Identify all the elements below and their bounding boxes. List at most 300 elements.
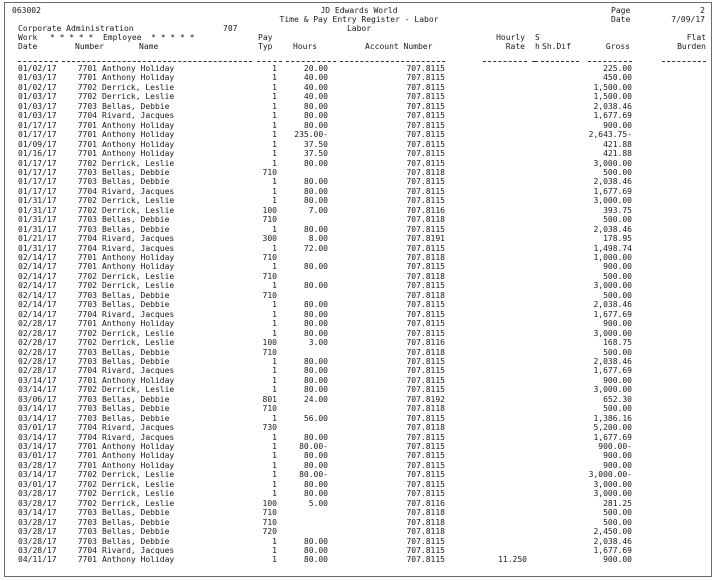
employee-number-cell: 7701 <box>77 262 97 272</box>
work-date-cell: 03/28/17 <box>18 489 57 499</box>
account-number-cell: 707.8115 <box>406 366 445 376</box>
gross-cell: 2,643.75- <box>588 130 632 140</box>
employee-number-cell: 7704 <box>77 545 97 555</box>
account-number-cell: 707.8115 <box>406 101 445 111</box>
work-date-cell: 01/17/17 <box>18 158 57 168</box>
account-number-cell: 707.8115 <box>406 460 445 470</box>
gross-cell: 1,498.74 <box>593 243 632 253</box>
employee-name-cell: Bellas, Debbie <box>102 413 170 423</box>
employee-number-cell: 7701 <box>77 73 97 83</box>
work-date-cell: 01/03/17 <box>18 111 57 121</box>
account-number-cell: 707.8116 <box>406 205 445 215</box>
work-date-cell: 01/31/17 <box>18 224 57 234</box>
work-date-cell: 02/14/17 <box>18 309 57 319</box>
employee-name-cell: Derrick, Leslie <box>102 281 175 291</box>
underline-rate <box>483 61 527 62</box>
table-row <box>5 442 713 451</box>
gross-cell: 2,038.46 <box>593 356 632 366</box>
table-row <box>5 366 713 375</box>
work-date-cell: 01/16/17 <box>18 149 57 159</box>
pay-type-cell: 710 <box>262 517 277 527</box>
header-employee-name: Name <box>139 42 159 51</box>
employee-name-cell: Rivard, Jacques <box>102 243 175 253</box>
table-row <box>5 470 713 479</box>
hours-cell: 56.00 <box>303 413 328 423</box>
employee-number-cell: 7702 <box>77 498 97 508</box>
table-row <box>5 527 713 536</box>
account-number-cell: 707.8115 <box>406 489 445 499</box>
hours-cell: 80.00 <box>303 385 328 395</box>
account-number-cell: 707.8115 <box>406 64 445 73</box>
pay-type-cell: 1 <box>272 196 277 206</box>
table-row <box>5 433 713 442</box>
work-date-cell: 02/28/17 <box>18 338 57 348</box>
table-row <box>5 130 713 139</box>
table-row <box>5 461 713 470</box>
hours-cell: 80.00 <box>303 196 328 206</box>
hours-cell: 80.00 <box>303 375 328 385</box>
work-date-cell: 03/14/17 <box>18 442 57 451</box>
gross-cell: 1,677.69 <box>593 432 632 442</box>
gross-cell: 1,386.16 <box>593 413 632 423</box>
work-date-cell: 03/28/17 <box>18 498 57 508</box>
pay-type-cell: 100 <box>262 338 277 348</box>
work-date-cell: 03/01/17 <box>18 479 57 489</box>
employee-number-cell: 7703 <box>77 290 97 300</box>
gross-cell: 500.00 <box>603 215 632 225</box>
gross-cell: 2,038.46 <box>593 101 632 111</box>
header-work-date-2: Date <box>18 42 38 51</box>
table-row <box>5 376 713 385</box>
employee-number-cell: 7702 <box>77 158 97 168</box>
hours-cell: 40.00 <box>303 82 328 92</box>
pay-type-cell: 1 <box>272 64 277 73</box>
employee-number-cell: 7703 <box>77 347 97 357</box>
hours-cell: 80.00 <box>303 281 328 291</box>
gross-cell: 2,038.46 <box>593 177 632 187</box>
gross-cell: 500.00 <box>603 404 632 414</box>
employee-number-cell: 7704 <box>77 234 97 244</box>
employee-number-cell: 7703 <box>77 215 97 225</box>
gross-cell: 900.00 <box>603 262 632 272</box>
employee-name-cell: Bellas, Debbie <box>102 347 170 357</box>
account-number-cell: 707.8118 <box>406 404 445 414</box>
work-date-cell: 03/14/17 <box>18 375 57 385</box>
work-date-cell: 01/17/17 <box>18 120 57 130</box>
employee-number-cell: 7701 <box>77 442 97 451</box>
table-row <box>5 215 713 224</box>
table-row <box>5 338 713 347</box>
header-work-date-1: Work <box>18 33 38 42</box>
account-number-cell: 707.8115 <box>406 139 445 149</box>
gross-cell: 652.30 <box>603 394 632 404</box>
pay-type-cell: 1 <box>272 186 277 196</box>
account-number-cell: 707.8118 <box>406 347 445 357</box>
work-date-cell: 02/14/17 <box>18 262 57 272</box>
account-number-cell: 707.8115 <box>406 309 445 319</box>
table-row <box>5 537 713 546</box>
table-row <box>5 508 713 517</box>
account-number-cell: 707.8115 <box>406 356 445 366</box>
employee-number-cell: 7702 <box>77 281 97 291</box>
pay-type-cell: 1 <box>272 92 277 102</box>
table-row <box>5 423 713 432</box>
underline-pay-typ <box>257 61 282 62</box>
account-number-cell: 707.8115 <box>406 385 445 395</box>
table-row <box>5 149 713 158</box>
hours-cell: 24.00 <box>303 394 328 404</box>
gross-cell: 2,038.46 <box>593 300 632 310</box>
hours-cell: 80.00 <box>303 158 328 168</box>
work-date-cell: 01/31/17 <box>18 243 57 253</box>
pay-type-cell: 720 <box>262 527 277 537</box>
work-date-cell: 03/28/17 <box>18 536 57 546</box>
account-number-cell: 707.8191 <box>406 234 445 244</box>
pay-type-cell: 710 <box>262 347 277 357</box>
header-pay-typ-2: Typ <box>258 42 273 51</box>
account-number-cell: 707.8115 <box>406 545 445 555</box>
employee-number-cell: 7704 <box>77 432 97 442</box>
page-label: Page <box>611 6 631 15</box>
table-row <box>5 300 713 309</box>
work-date-cell: 03/14/17 <box>18 385 57 395</box>
pay-type-cell: 710 <box>262 508 277 518</box>
gross-cell: 1,677.69 <box>593 309 632 319</box>
employee-name-cell: Anthony Holiday <box>102 139 175 149</box>
work-date-cell: 01/02/17 <box>18 82 57 92</box>
table-row <box>5 244 713 253</box>
gross-cell: 1,500.00 <box>593 92 632 102</box>
table-row <box>5 64 713 73</box>
employee-number-cell: 7704 <box>77 186 97 196</box>
header-account-number: Account Number <box>365 42 433 51</box>
work-date-cell: 01/31/17 <box>18 205 57 215</box>
underline-burden <box>662 61 706 62</box>
work-date-cell: 03/14/17 <box>18 470 57 480</box>
account-number-cell: 707.8115 <box>406 281 445 291</box>
work-date-cell: 01/17/17 <box>18 177 57 187</box>
table-row <box>5 404 713 413</box>
pay-type-cell: 1 <box>272 385 277 395</box>
gross-cell: 168.75 <box>603 338 632 348</box>
account-number-cell: 707.8115 <box>406 130 445 140</box>
hours-cell: 235.00- <box>294 130 328 140</box>
pay-type-cell: 1 <box>272 366 277 376</box>
employee-number-cell: 7703 <box>77 394 97 404</box>
account-number-cell: 707.8115 <box>406 196 445 206</box>
table-row <box>5 111 713 120</box>
work-date-cell: 01/31/17 <box>18 215 57 225</box>
employee-name-cell: Rivard, Jacques <box>102 309 175 319</box>
hours-cell: 80.00- <box>299 470 328 480</box>
employee-number-cell: 7704 <box>77 423 97 433</box>
account-number-cell: 707.8118 <box>406 423 445 433</box>
header-pay-typ-1: Pay <box>258 33 273 42</box>
pay-type-cell: 730 <box>262 423 277 433</box>
account-number-cell: 707.8115 <box>406 375 445 385</box>
header-employee-number: Number <box>75 42 104 51</box>
hours-cell: 80.00 <box>303 555 328 565</box>
work-date-cell: 01/17/17 <box>18 167 57 177</box>
pay-type-cell: 1 <box>272 281 277 291</box>
account-number-cell: 707.8115 <box>406 92 445 102</box>
header-s-2: h <box>535 42 540 51</box>
account-number-cell: 707.8115 <box>406 120 445 130</box>
employee-name-cell: Anthony Holiday <box>102 319 175 329</box>
table-row <box>5 187 713 196</box>
employee-name-cell: Derrick, Leslie <box>102 470 175 480</box>
account-number-cell: 707.8115 <box>406 300 445 310</box>
work-date-cell: 01/02/17 <box>18 64 57 73</box>
gross-cell: 3,000.00 <box>593 158 632 168</box>
employee-name-cell: Derrick, Leslie <box>102 158 175 168</box>
gross-cell: 3,000.00 <box>593 479 632 489</box>
underline-gross <box>588 61 632 62</box>
account-number-cell: 707.8115 <box>406 470 445 480</box>
work-date-cell: 01/31/17 <box>18 196 57 206</box>
gross-cell: 500.00 <box>603 290 632 300</box>
employee-name-cell: Bellas, Debbie <box>102 404 170 414</box>
header-rate-2: Rate <box>505 42 525 51</box>
employee-name-cell: Derrick, Leslie <box>102 498 175 508</box>
header-rate-1: Hourly <box>496 33 525 42</box>
hours-cell: 8.00 <box>308 234 328 244</box>
pay-type-cell: 1 <box>272 460 277 470</box>
account-number-cell: 707.8115 <box>406 451 445 461</box>
employee-number-cell: 7701 <box>77 253 97 262</box>
table-row <box>5 102 713 111</box>
pay-type-cell: 1 <box>272 451 277 461</box>
pay-type-cell: 1 <box>272 101 277 111</box>
employee-name-cell: Derrick, Leslie <box>102 479 175 489</box>
account-number-cell: 707.8115 <box>406 555 445 565</box>
hours-cell: 80.00- <box>299 442 328 451</box>
employee-number-cell: 7703 <box>77 527 97 537</box>
pay-type-cell: 1 <box>272 111 277 121</box>
hours-cell: 80.00 <box>303 101 328 111</box>
work-date-cell: 02/28/17 <box>18 356 57 366</box>
header-s-1: S <box>535 33 540 42</box>
work-date-cell: 02/28/17 <box>18 347 57 357</box>
pay-type-cell: 1 <box>272 319 277 329</box>
pay-type-cell: 1 <box>272 73 277 83</box>
account-number-cell: 707.8115 <box>406 479 445 489</box>
pay-type-cell: 710 <box>262 253 277 262</box>
table-row <box>5 357 713 366</box>
employee-name-cell: Bellas, Debbie <box>102 300 170 310</box>
employee-name-cell: Rivard, Jacques <box>102 423 175 433</box>
employee-number-cell: 7703 <box>77 508 97 518</box>
organization-code: 707 <box>223 24 238 33</box>
table-row <box>5 518 713 527</box>
work-date-cell: 01/17/17 <box>18 186 57 196</box>
account-number-cell: 707.8115 <box>406 243 445 253</box>
work-date-cell: 01/09/17 <box>18 139 57 149</box>
pay-type-cell: 1 <box>272 432 277 442</box>
employee-number-cell: 7703 <box>77 413 97 423</box>
employee-name-cell: Derrick, Leslie <box>102 205 175 215</box>
table-row <box>5 168 713 177</box>
employee-name-cell: Bellas, Debbie <box>102 290 170 300</box>
table-row <box>5 348 713 357</box>
employee-name-cell: Anthony Holiday <box>102 451 175 461</box>
hours-cell: 80.00 <box>303 451 328 461</box>
employee-name-cell: Derrick, Leslie <box>102 489 175 499</box>
report-subtitle: Labor <box>346 24 372 33</box>
work-date-cell: 02/14/17 <box>18 281 57 291</box>
employee-name-cell: Derrick, Leslie <box>102 271 175 281</box>
account-number-cell: 707.8115 <box>406 73 445 83</box>
employee-name-cell: Anthony Holiday <box>102 262 175 272</box>
gross-cell: 2,450.00 <box>593 527 632 537</box>
hours-cell: 40.00 <box>303 92 328 102</box>
table-row <box>5 319 713 328</box>
pay-type-cell: 1 <box>272 442 277 451</box>
gross-cell: 1,677.69 <box>593 186 632 196</box>
gross-cell: 900.00 <box>603 120 632 130</box>
hours-cell: 37.50 <box>303 139 328 149</box>
pay-type-cell: 1 <box>272 489 277 499</box>
employee-number-cell: 7703 <box>77 300 97 310</box>
employee-name-cell: Bellas, Debbie <box>102 356 170 366</box>
report-title: Time & Pay Entry Register - Labor <box>279 15 439 24</box>
pay-type-cell: 1 <box>272 177 277 187</box>
pay-type-cell: 710 <box>262 404 277 414</box>
pay-type-cell: 100 <box>262 205 277 215</box>
underline-hours <box>286 61 336 62</box>
account-number-cell: 707.8115 <box>406 432 445 442</box>
account-number-cell: 707.8118 <box>406 271 445 281</box>
employee-name-cell: Anthony Holiday <box>102 460 175 470</box>
header-burden-2: Burden <box>677 42 706 51</box>
pay-type-cell: 1 <box>272 243 277 253</box>
hours-cell: 37.50 <box>303 149 328 159</box>
work-date-cell: 01/03/17 <box>18 92 57 102</box>
hours-cell: 80.00 <box>303 536 328 546</box>
gross-cell: 421.88 <box>603 139 632 149</box>
table-row <box>5 159 713 168</box>
company-name: JD Edwards World <box>320 6 398 15</box>
gross-cell: 178.95 <box>603 234 632 244</box>
gross-cell: 3,000.00 <box>593 196 632 206</box>
table-row <box>5 206 713 215</box>
work-date-cell: 01/17/17 <box>18 130 57 140</box>
hours-cell: 40.00 <box>303 73 328 83</box>
account-number-cell: 707.8115 <box>406 319 445 329</box>
table-row <box>5 414 713 423</box>
employee-number-cell: 7702 <box>77 489 97 499</box>
date-label: Date <box>611 15 631 24</box>
account-number-cell: 707.8115 <box>406 111 445 121</box>
table-row <box>5 385 713 394</box>
employee-number-cell: 7702 <box>77 385 97 395</box>
employee-name-cell: Anthony Holiday <box>102 64 175 73</box>
employee-name-cell: Rivard, Jacques <box>102 432 175 442</box>
table-row <box>5 73 713 82</box>
employee-number-cell: 7702 <box>77 338 97 348</box>
employee-number-cell: 7704 <box>77 243 97 253</box>
employee-name-cell: Anthony Holiday <box>102 149 175 159</box>
employee-name-cell: Bellas, Debbie <box>102 224 170 234</box>
table-row <box>5 480 713 489</box>
pay-type-cell: 1 <box>272 356 277 366</box>
employee-name-cell: Rivard, Jacques <box>102 545 175 555</box>
employee-name-cell: Bellas, Debbie <box>102 536 170 546</box>
table-row <box>5 291 713 300</box>
work-date-cell: 03/14/17 <box>18 508 57 518</box>
hours-cell: 80.00 <box>303 186 328 196</box>
header-gross: Gross <box>605 42 630 51</box>
pay-type-cell: 1 <box>272 413 277 423</box>
gross-cell: 900.00 <box>603 451 632 461</box>
pay-type-cell: 1 <box>272 545 277 555</box>
employee-name-cell: Anthony Holiday <box>102 555 175 565</box>
work-date-cell: 01/03/17 <box>18 73 57 83</box>
employee-name-cell: Rivard, Jacques <box>102 366 175 376</box>
gross-cell: 3,000.00 <box>593 328 632 338</box>
table-row <box>5 262 713 271</box>
gross-cell: 3,000.00 <box>593 489 632 499</box>
underline-s <box>532 61 538 62</box>
work-date-cell: 02/28/17 <box>18 328 57 338</box>
employee-number-cell: 7702 <box>77 196 97 206</box>
employee-number-cell: 7702 <box>77 479 97 489</box>
employee-name-cell: Derrick, Leslie <box>102 328 175 338</box>
account-number-cell: 707.8115 <box>406 328 445 338</box>
employee-name-cell: Anthony Holiday <box>102 73 175 83</box>
employee-number-cell: 7701 <box>77 319 97 329</box>
gross-cell: 1,500.00 <box>593 82 632 92</box>
work-date-cell: 04/11/17 <box>18 555 57 565</box>
pay-type-cell: 1 <box>272 328 277 338</box>
pay-type-cell: 1 <box>272 300 277 310</box>
employee-name-cell: Bellas, Debbie <box>102 101 170 111</box>
employee-number-cell: 7701 <box>77 130 97 140</box>
employee-number-cell: 7701 <box>77 460 97 470</box>
work-date-cell: 03/14/17 <box>18 413 57 423</box>
gross-cell: 421.88 <box>603 149 632 159</box>
pay-type-cell: 1 <box>272 120 277 130</box>
gross-cell: 225.00 <box>603 64 632 73</box>
work-date-cell: 03/06/17 <box>18 394 57 404</box>
report-page <box>4 2 712 577</box>
employee-name-cell: Anthony Holiday <box>102 120 175 130</box>
employee-number-cell: 7701 <box>77 555 97 565</box>
gross-cell: 3,000.00 <box>593 281 632 291</box>
employee-name-cell: Bellas, Debbie <box>102 394 170 404</box>
pay-type-cell: 1 <box>272 375 277 385</box>
gross-cell: 500.00 <box>603 167 632 177</box>
gross-cell: 900.00 <box>603 460 632 470</box>
hours-cell: 80.00 <box>303 262 328 272</box>
employee-name-cell: Bellas, Debbie <box>102 527 170 537</box>
table-row <box>5 489 713 498</box>
gross-cell: 393.75 <box>603 205 632 215</box>
employee-name-cell: Rivard, Jacques <box>102 234 175 244</box>
hours-cell: 20.00 <box>303 64 328 73</box>
gross-cell: 1,677.69 <box>593 111 632 121</box>
pay-type-cell: 1 <box>272 470 277 480</box>
pay-type-cell: 1 <box>272 262 277 272</box>
gross-cell: 500.00 <box>603 517 632 527</box>
employee-name-cell: Bellas, Debbie <box>102 177 170 187</box>
employee-number-cell: 7704 <box>77 309 97 319</box>
account-number-cell: 707.8118 <box>406 167 445 177</box>
gross-cell: 2,038.46 <box>593 536 632 546</box>
employee-number-cell: 7702 <box>77 92 97 102</box>
header-burden-1: Flat <box>686 33 706 42</box>
employee-number-cell: 7703 <box>77 167 97 177</box>
